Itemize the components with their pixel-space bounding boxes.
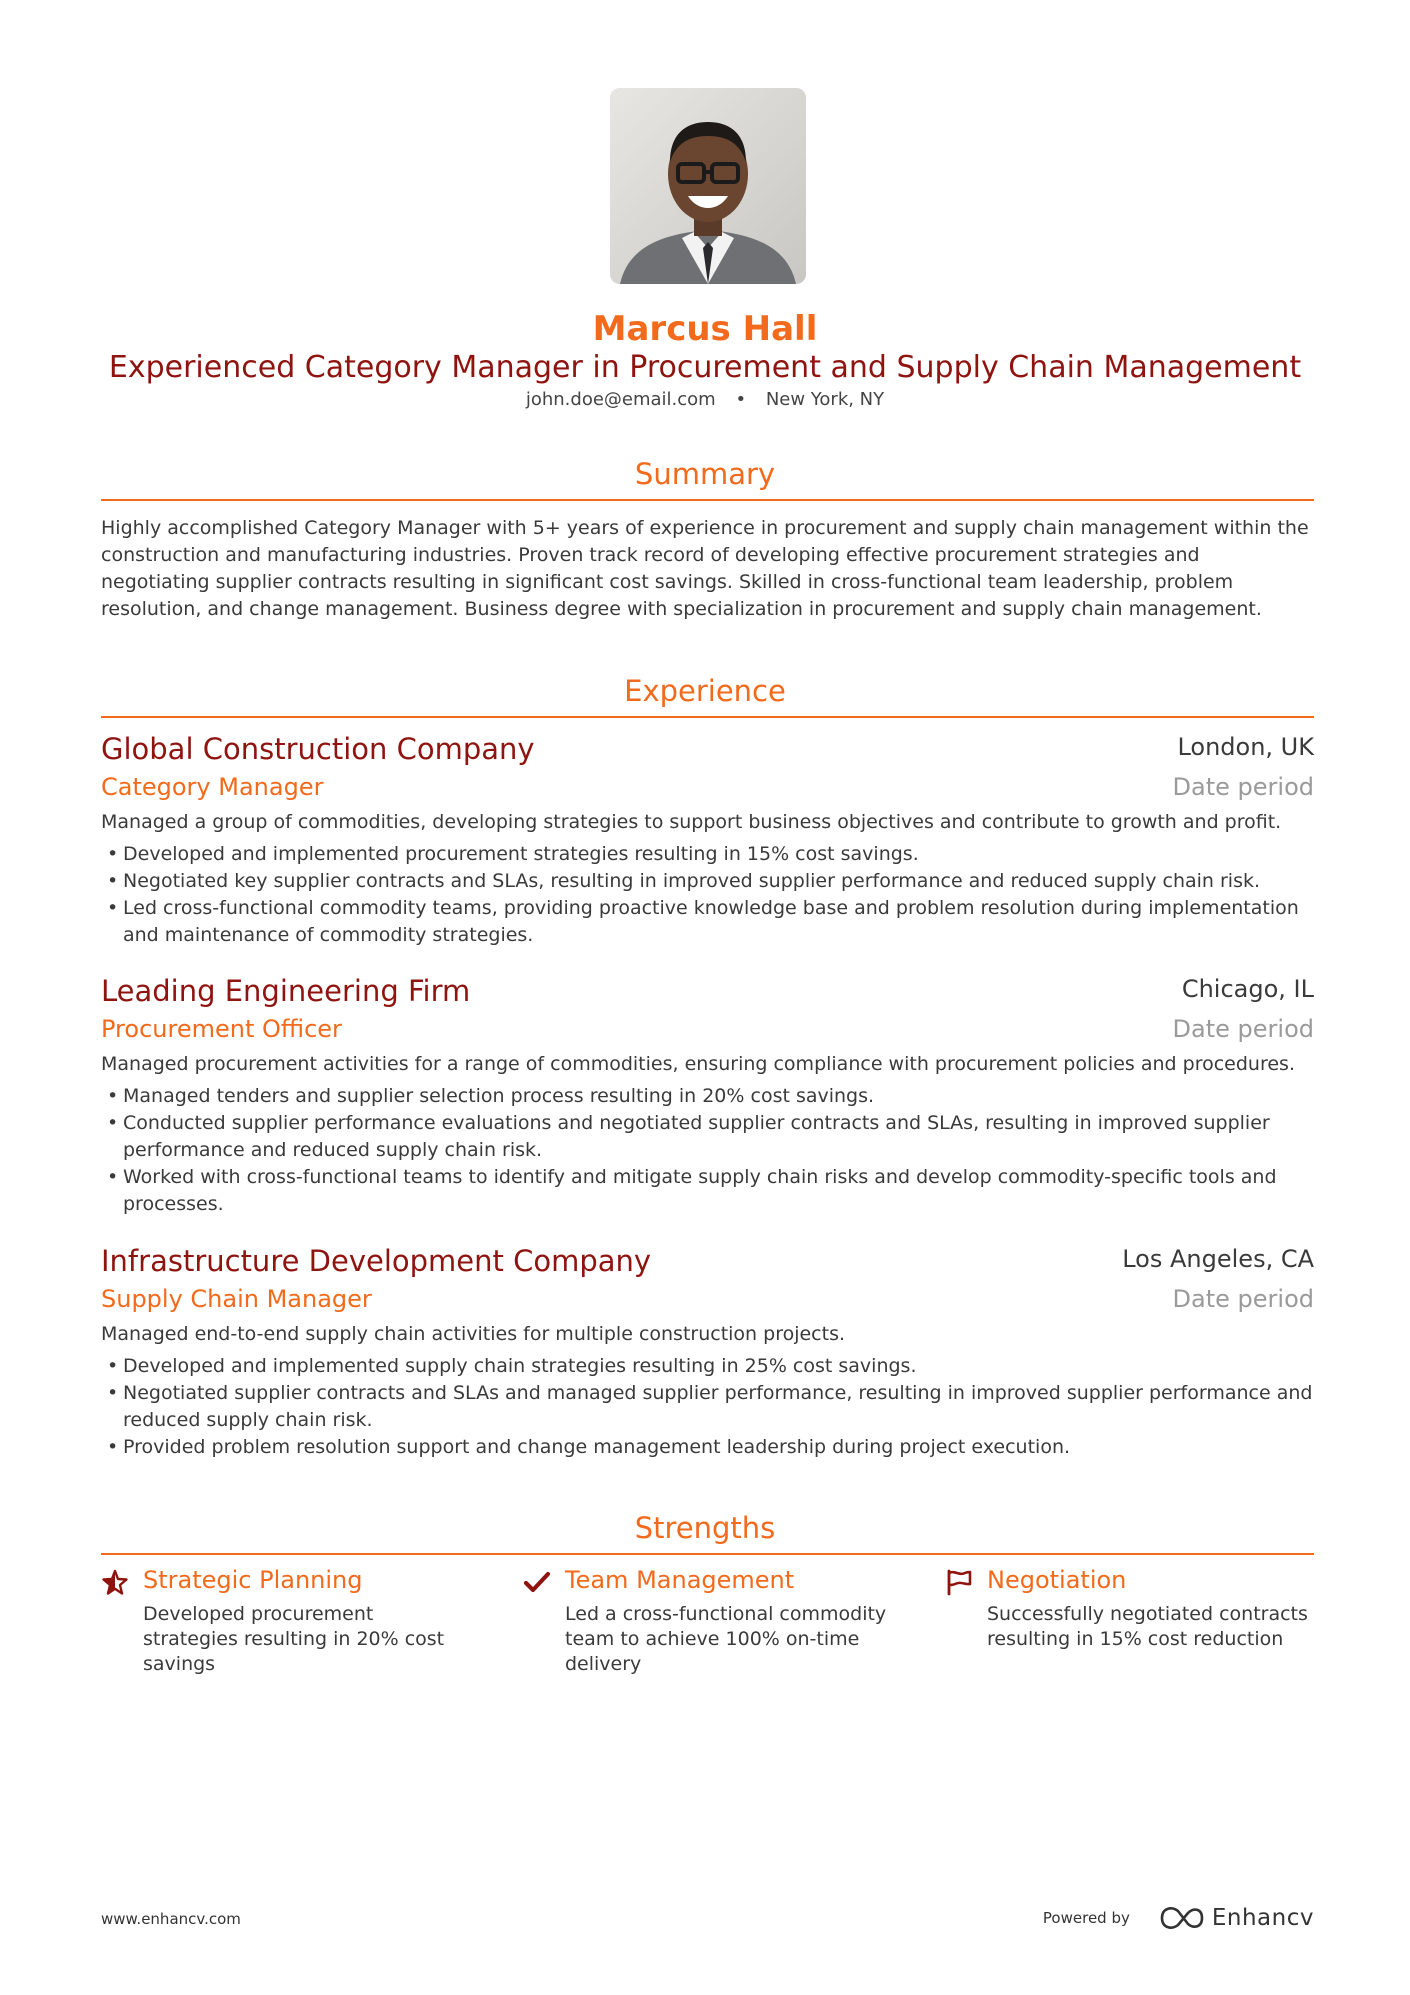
experience-heading: Experience — [624, 674, 786, 708]
experience-company: Infrastructure Development Company — [101, 1244, 652, 1278]
footer-website[interactable]: www.enhancv.com — [101, 1910, 241, 1928]
strength-description: Led a cross-functional commodity team to achieve 100% on-time delivery — [565, 1603, 887, 1675]
contact-line — [0, 388, 1410, 412]
experience-description: Managed a group of commodities, developing strategies to support business objectives and contribute to growth and profit. — [101, 811, 1282, 833]
experience-role: Procurement Officer — [101, 1015, 342, 1043]
strength-title: Team Management — [565, 1566, 795, 1594]
strength-description: Developed procurement strategies resulting in 20% cost savings — [143, 1603, 445, 1675]
strengths-heading: Strengths — [634, 1511, 776, 1545]
experience-bullet: • Negotiated supplier contracts and SLAs and managed supplier performance, resulting in improved supplier performance and reduced supply chain risk. — [101, 1380, 1314, 1434]
star-icon — [101, 1568, 129, 1596]
experience-bullet: • Conducted supplier performance evaluations and negotiated supplier contracts and SLAs, resulting in improved supplier performance and reduced supply chain risk. — [101, 1110, 1314, 1164]
strength-title: Strategic Planning — [143, 1566, 363, 1594]
footer-branding — [1043, 1898, 1314, 1938]
profile-photo-illustration — [610, 88, 806, 284]
experience-location: London, UK — [1177, 733, 1314, 761]
contact-location: New York, NY — [765, 389, 885, 410]
experience-role: Supply Chain Manager — [101, 1285, 372, 1313]
experience-description: Managed procurement activities for a range of commodities, ensuring compliance with procurement policies and procedures. — [101, 1053, 1295, 1075]
summary-text: Highly accomplished Category Manager with 5+ years of experience in procurement and supply chain management within the construction and manufacturing industries. Proven track record of developing effective procurement strategies and negotiating supplier contracts resulting in significant cost savings. Skilled in cross-functional team leadership, problem resolution, and change management. Business degree with specialization in procurement and supply chain management. — [101, 517, 1309, 620]
candidate-headline: Experienced Category Manager in Procurement and Supply Chain Management — [108, 350, 1302, 385]
strength-description: Successfully negotiated contracts resulting in 15% cost reduction — [987, 1603, 1308, 1650]
experience-bullets — [101, 841, 1314, 949]
experience-item — [101, 731, 1314, 951]
strength-title: Negotiation — [987, 1566, 1127, 1594]
experience-location: Los Angeles, CA — [1122, 1245, 1314, 1273]
summary-heading: Summary — [634, 457, 776, 491]
experience-divider — [101, 716, 1314, 718]
experience-bullet: • Negotiated key supplier contracts and SLAs, resulting in improved supplier performance and reduced supply chain risk. — [101, 868, 1314, 895]
experience-bullets — [101, 1353, 1314, 1461]
experience-role: Category Manager — [101, 773, 324, 801]
experience-bullet: • Managed tenders and supplier selection process resulting in 20% cost savings. — [101, 1083, 1314, 1110]
experience-bullet: • Provided problem resolution support and change management leadership during project execution. — [101, 1434, 1314, 1461]
contact-email[interactable]: john.doe@email.com — [525, 389, 716, 410]
profile-photo — [610, 88, 806, 284]
experience-bullet: • Worked with cross-functional teams to identify and mitigate supply chain risks and develop commodity-specific tools and processes. — [101, 1164, 1314, 1218]
summary-divider — [101, 499, 1314, 501]
experience-item — [101, 1243, 1314, 1463]
experience-location: Chicago, IL — [1181, 975, 1314, 1003]
experience-company: Leading Engineering Firm — [101, 974, 471, 1008]
experience-bullet: • Led cross-functional commodity teams, providing proactive knowledge base and problem resolution during implementation and maintenance of commodity strategies. — [101, 895, 1314, 949]
experience-date: Date period — [1172, 773, 1314, 801]
experience-bullet: • Developed and implemented supply chain strategies resulting in 25% cost savings. — [101, 1353, 1314, 1380]
experience-description: Managed end-to-end supply chain activities for multiple construction projects. — [101, 1323, 846, 1345]
strengths-divider — [101, 1553, 1314, 1555]
experience-date: Date period — [1172, 1015, 1314, 1043]
checkmark-icon — [523, 1568, 551, 1596]
experience-item — [101, 973, 1314, 1215]
experience-bullets — [101, 1083, 1314, 1218]
brand-name[interactable]: Enhancv — [1211, 1905, 1314, 1931]
flag-icon — [945, 1568, 973, 1596]
contact-separator: • — [735, 389, 747, 410]
powered-by-label: Powered by — [1042, 1909, 1130, 1927]
experience-company: Global Construction Company — [101, 732, 535, 766]
experience-date: Date period — [1172, 1285, 1314, 1313]
candidate-name: Marcus Hall — [592, 309, 818, 349]
experience-bullet: • Developed and implemented procurement strategies resulting in 15% cost savings. — [101, 841, 1314, 868]
enhancv-logo-icon — [1158, 1905, 1206, 1931]
